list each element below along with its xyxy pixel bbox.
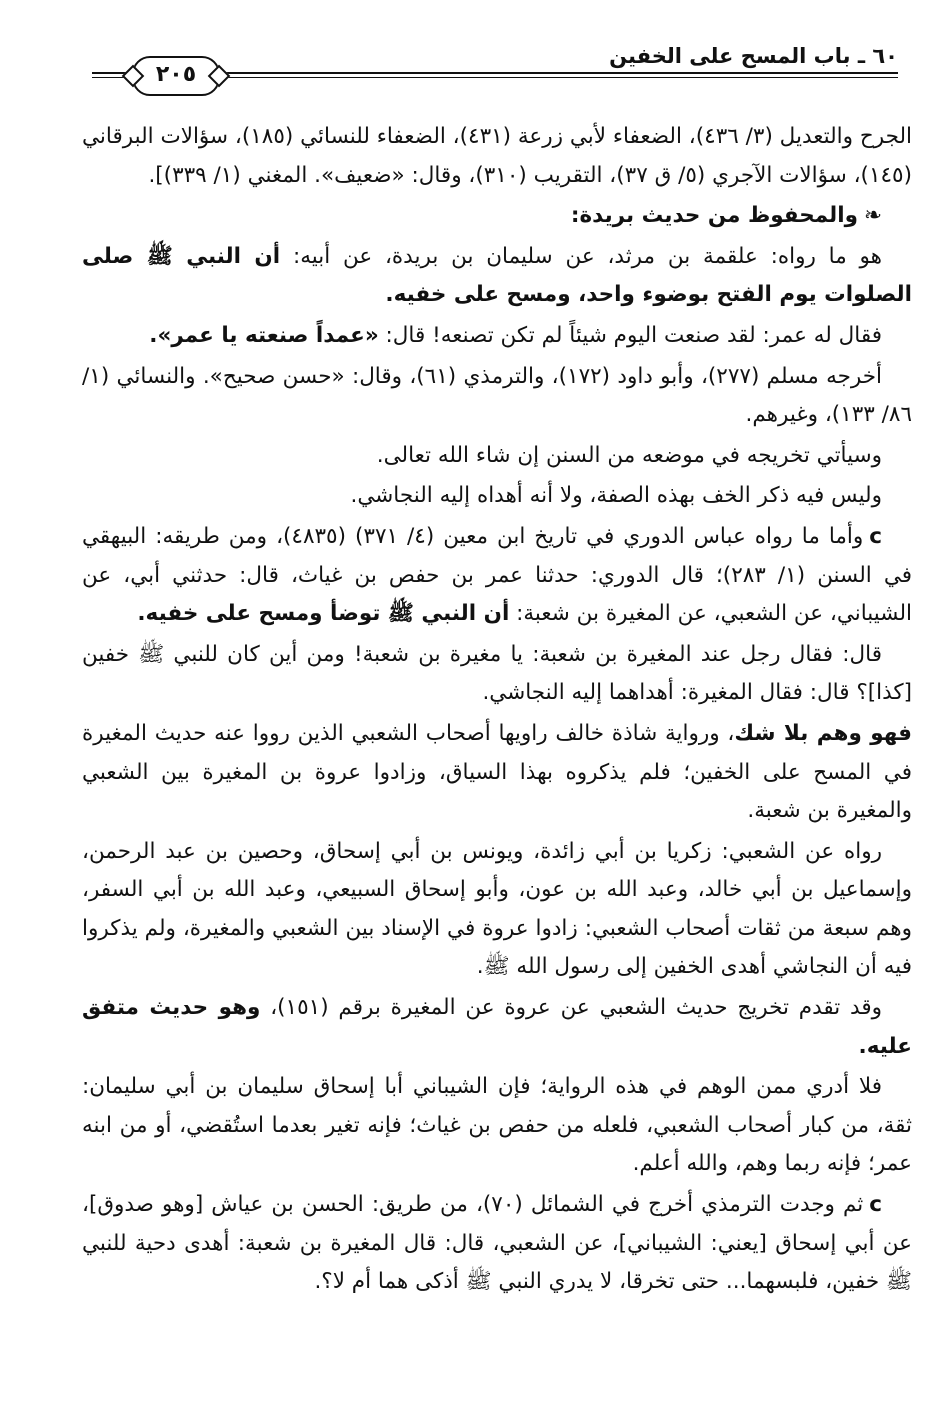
bold-text: أن النبي ﷺ توضأ ومسح على خفيه. bbox=[137, 601, 510, 627]
paragraph bbox=[82, 833, 912, 987]
paragraph-marker: ᴄ bbox=[869, 523, 883, 549]
paragraph bbox=[82, 238, 912, 315]
paragraph bbox=[82, 437, 912, 476]
paragraph bbox=[82, 1186, 912, 1302]
page-header bbox=[92, 44, 898, 100]
paragraph bbox=[82, 1068, 912, 1184]
page-number: ٢٠٥ bbox=[132, 56, 220, 96]
text-run: وليس فيه ذكر الخف بهذه الصفة، ولا أنه أهداه إليه النجاشي. bbox=[350, 483, 882, 509]
paragraph-marker: ᴄ bbox=[869, 1192, 882, 1218]
text-run: وسيأتي تخريجه في موضعه من السنن إن شاء الله تعالى. bbox=[376, 442, 882, 468]
text-run: أخرجه مسلم (٢٧٧)، وأبو داود (١٧٢)، والترمذي (٦١)، وقال: «حسن صحيح». والنسائي (١/ ٨٦/ ١٣٣)، وغيرهم. bbox=[82, 363, 912, 428]
paragraph bbox=[82, 197, 912, 236]
section-title: ٦٠ ـ باب المسح على الخفين bbox=[609, 44, 898, 68]
paragraph bbox=[82, 118, 912, 195]
paragraph bbox=[82, 477, 912, 516]
text-run: وأما ما رواه عباس الدوري في تاريخ ابن معين (٤/ ٣٧١) (٤٨٣٥)، ومن طريقه: البيهقي في السنن (١/ ٢٨٣)؛ قال الدوري: حدثنا عمر بن حفص بن غياث، قال: حدثني أبي، عن الشيباني، عن الشعبي، عن المغيرة بن شعبة: bbox=[82, 523, 913, 627]
text-run: ، ورواية شاذة خالف راويها أصحاب الشعبي الذين رووا عنه حديث المغيرة في المسح على الخفين؛ فلم يذكروه بهذا السياق، وزادوا عروة بن المغيرة بين الشعبي والمغيرة بن شعبة. bbox=[82, 720, 912, 824]
bold-text: والمحفوظ من حديث بريدة: bbox=[570, 203, 858, 229]
page-body bbox=[82, 118, 912, 1304]
paragraph-marker: ❧ bbox=[863, 203, 882, 229]
bold-text: «عمداً صنعته يا عمر». bbox=[149, 322, 379, 348]
text-run: فلا أدري ممن الوهم في هذه الرواية؛ فإن الشيباني أبا إسحاق سليمان بن أبي سليمان: ثقة، من كبار أصحاب الشعبي، فلعله من حفص بن غياث؛ فإنه تغير بعدما استُقضي، أو من ابنه عمر؛ فإنه ربما وهم، والله أعلم. bbox=[82, 1074, 912, 1177]
bold-text: وهو حديث متفق عليه. bbox=[82, 995, 912, 1059]
paragraph bbox=[82, 358, 912, 435]
text-run: فقال له عمر: لقد صنعت اليوم شيئاً لم تكن تصنعه! قال: bbox=[378, 322, 882, 348]
text-run: هو ما رواه: علقمة بن مرثد، عن سليمان بن بريدة، عن أبيه: bbox=[280, 243, 883, 269]
paragraph bbox=[82, 636, 912, 713]
text-run: ثم وجدت الترمذي أخرج في الشمائل (٧٠)، من طريق: الحسن بن عياش [وهو صدوق]، عن أبي إسحاق [يعني: الشيباني]، عن الشعبي، قال: قال المغيرة بن شعبة: أهدى دحية للنبي ﷺ خفين، فلبسهما... حتى تخرقا، لا يدري النبي ﷺ أذكى هما أم لا؟. bbox=[82, 1192, 912, 1295]
text-run: رواه عن الشعبي: زكريا بن أبي زائدة، ويونس بن أبي إسحاق، وحصين بن عبد الرحمن، وإسماعيل بن أبي خالد، وعبد الله بن عون، وأبو إسحاق السبيعي، وعبد الله بن أبي السفر، وهم سبعة من ثقات أصحاب الشعبي: زادوا عروة في الإسناد بين الشعبي والمغيرة، ولم يذكروا فيه أن النجاشي أهدى الخفين إلى رسول الله ﷺ. bbox=[82, 838, 912, 980]
text-run: قال: فقال رجل عند المغيرة بن شعبة: يا مغيرة بن شعبة! ومن أين كان للنبي ﷺ خفين [كذا]؟ قال: فقال المغيرة: أهداهما إليه النجاشي. bbox=[82, 641, 912, 706]
text-run: وقد تقدم تخريج حديث الشعبي عن عروة عن المغيرة برقم (١٥١)، bbox=[260, 995, 882, 1021]
paragraph bbox=[82, 317, 912, 356]
paragraph bbox=[82, 715, 912, 831]
paragraph bbox=[82, 989, 912, 1066]
text-run: الجرح والتعديل (٣/ ٤٣٦)، الضعفاء لأبي زرعة (٤٣١)، الضعفاء للنسائي (١٨٥)، سؤالات البرقاني (١٤٥)، سؤالات الآجري (٥/ ق ٣٧)، التقريب (٣١٠)، وقال: «ضعيف». المغني (١/ ٣٣٩)]. bbox=[82, 124, 912, 188]
paragraph bbox=[82, 518, 912, 634]
bold-text: فهو وهم بلا شك bbox=[734, 720, 912, 746]
bold-text: أن النبي ﷺ صلى الصلوات يوم الفتح بوضوء واحد، ومسح على خفيه. bbox=[82, 243, 912, 308]
